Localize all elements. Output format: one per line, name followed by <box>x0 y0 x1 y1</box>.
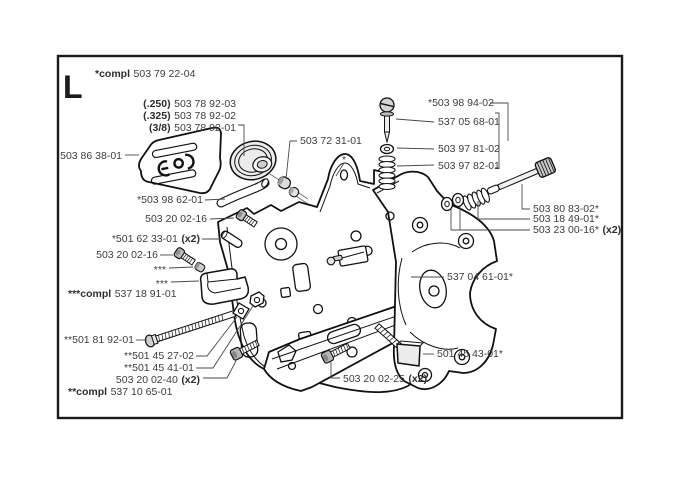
label-oil-pump-bushing: 503 72 31-01 <box>300 135 362 147</box>
label-stars-lower: *** <box>155 278 168 290</box>
label-screw-40: 503 20 02-40 (x2) <box>115 374 200 386</box>
tensioner-spring-drawing <box>379 156 395 190</box>
label-adjuster-washers: 503 23 00-16* (x2) <box>533 224 622 236</box>
label-tensioner-screw: 537 05 68-01 <box>438 116 500 128</box>
label-square-washer: **501 45 27-02 <box>123 350 194 362</box>
label-adjuster-bolt: 503 80 83-02* <box>533 203 599 215</box>
label-crankcase-half: 537 04 61-01* <box>447 271 513 283</box>
label-guide-plate: 503 86 38-01 <box>60 150 122 162</box>
label-compl-main: *compl 503 79 22-04 <box>95 68 196 80</box>
label-chain-250: (.250) 503 78 92-03 <box>143 98 236 110</box>
label-chain-38: (3/8) 503 78 92-01 <box>149 122 236 134</box>
label-tensioner-washer: 503 97 81-02 <box>438 143 500 155</box>
label-dowel-pin: *501 62 33-01 (x2) <box>111 233 200 245</box>
label-compl-catcher: ***compl 537 18 91-01 <box>68 288 177 300</box>
label-asterisk-note: * <box>342 154 347 166</box>
label-tensioner-nut: **501 45 41-01 <box>123 362 194 374</box>
label-bolt-25: 503 20 02-25 (x2) <box>343 373 428 385</box>
label-screw-16-lower: 503 20 02-16 <box>96 249 158 261</box>
label-tensioner-compl: *503 98 94-02 <box>428 97 494 109</box>
label-tensioner-spring: 503 97 82-01 <box>438 160 500 172</box>
label-adjuster-spring: 503 18 49-01* <box>533 213 599 225</box>
label-stars-upper: *** <box>153 264 166 276</box>
label-chain-325: (.325) 503 78 92-02 <box>143 110 236 122</box>
label-compl-bottom: **compl 537 10 65-01 <box>68 386 173 398</box>
section-letter: L <box>63 69 83 105</box>
label-oil-hose: *503 98 62-01 <box>137 194 203 206</box>
label-long-screw: **501 81 92-01 <box>63 334 134 346</box>
label-screw-16-upper: 503 20 02-16 <box>145 213 207 225</box>
label-square-head-bolt: 501 45 43-01* <box>437 348 503 360</box>
